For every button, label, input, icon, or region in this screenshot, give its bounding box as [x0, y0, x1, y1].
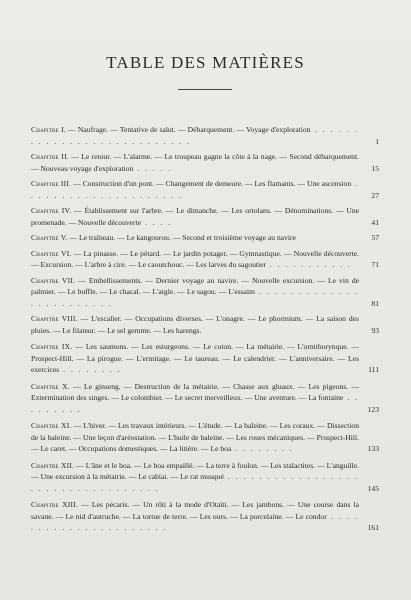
toc-entry: [31, 151, 379, 174]
chapter-label: Chapitre III.: [31, 179, 72, 188]
page-number: 41: [371, 217, 379, 227]
chapter-summary: — L'hiver. — Les travaux intérieurs. — L'étude. — La baleine. — Les coraux. — Dissection de la baleine. — Une leçon d'aréostation. — L'huile de baleine. — Les roues mécaniques. — Prospect-Hill. — Le caret. — Occupations domestiques. — La litière. — Le boa: [31, 421, 359, 453]
toc-entry: [31, 381, 379, 416]
toc-entry: [31, 275, 379, 310]
chapter-summary: — Les pécaris. — Un rôti à la mode d'Otaïti. — Les jambons. — Une course dans la savane. — Le nid d'autruche. — La tortue de terre. — Les ours. — La porcelaine. — Le condor: [31, 500, 359, 521]
leader-dots: . . . . . . . . . . .: [266, 260, 352, 269]
page-number: 161: [367, 523, 379, 532]
toc-entry: [31, 248, 379, 271]
chapter-label: Chapitre IX.: [31, 342, 73, 351]
leader-dots: . . . . . . . . . . . . . . . . . . . . . . . . . . . . . . . . . .: [31, 472, 360, 493]
chapter-label: Chapitre VI.: [31, 248, 72, 258]
page-number: 15: [371, 163, 379, 173]
page-title: TABLE DES MATIÈRES: [106, 53, 305, 72]
title-rule: [178, 89, 232, 90]
chapter-summary: — Naufrage. — Tentative de salut. — Débarquement. — Voyage d'exploration: [65, 125, 311, 134]
page-number: 123: [367, 404, 379, 414]
chapter-summary: — Les saumons. — Les esturgeons. — Le coton. — La métairie. — L'ornithorynque. — Prospect-Hill. — La pirogue. — L'ermitage. — Le taureau. — Le calendrier. — L'anniversaire. — Les exercices: [31, 342, 359, 374]
chapter-label: Chapitre II.: [31, 152, 69, 161]
chapter-summary: — Établissement sur l'arbre. — Le dimanche. — Les ortolans. — Dénominations. — Une promenade. — Nouvelle découverte: [31, 206, 360, 227]
leader-dots: . . . . . . . . . . . . . . . . . . . . . .: [31, 511, 359, 532]
page-number: 57: [371, 233, 379, 242]
chapter-label: Chapitre V.: [31, 233, 68, 242]
toc-entry: [31, 205, 379, 228]
page-number: 27: [371, 190, 379, 200]
chapter-summary: — Le retour. — L'alarme. — Le troupeau gagne la côte à la nage. — Second débarquement. — Nouveau voyage d'exploration: [31, 152, 359, 173]
toc-entry: [31, 460, 379, 495]
leader-dots: . . . . . . . . . . . . . . . . . . . . . . . .: [31, 287, 360, 308]
chapter-label: Chapitre XI.: [31, 421, 72, 430]
leader-dots: . . . . . . . .: [59, 365, 122, 374]
chapter-summary: — Le ginseng. — Destruction de la métairie. — Chasse aux gluaux. — Les pigeons. — Extermination des singes. — Le colombier. — Le secret merveilleux. — Une aventure. — La fontaine: [31, 381, 359, 402]
chapter-label: Chapitre IV.: [31, 206, 72, 215]
page-number: 145: [367, 483, 379, 493]
chapter-summary: — L'escalier. — Occupations diverses. — L'onagre. — Le phormium. — La saison des pluies. — Le filateur. — Le sel gemme. — Les harengs.: [31, 314, 359, 335]
chapter-label: Chapitre I.: [31, 125, 66, 134]
toc-list: [31, 124, 379, 534]
toc-entry: [31, 178, 379, 201]
page-number: 93: [371, 325, 379, 335]
toc-entry: [31, 232, 379, 244]
leader-dots: . . . . . . . . . . . . . . . . . . . . .: [31, 179, 359, 200]
leader-dots: . . . . . . . .: [231, 444, 294, 453]
toc-entry: [31, 499, 379, 534]
chapter-summary: — Embellissements. — Dernier voyage au navire. — Nouvelle excursion. — Le vin de palmier. — Le buffle. — Le chacal. — L'aigle. — Le sagou. — L'essaim: [31, 275, 359, 296]
toc-entry: [31, 313, 379, 336]
leader-dots: . . . . . . . . .: [31, 393, 359, 414]
leader-dots: . . . . .: [133, 163, 173, 173]
toc-entry: [31, 124, 379, 147]
leader-dots: . . . .: [141, 217, 173, 227]
toc-entry: [31, 420, 379, 455]
chapter-label: Chapitre X.: [31, 381, 70, 391]
chapter-summary: — L'âne et le boa. — Le boa empaillé. — La terre à foulon. — Les stalactites. — L'anguille. — Une excursion à la métairie. — Le cabiai. — Le rat musqué: [31, 460, 359, 481]
chapter-label: Chapitre VIII.: [31, 314, 78, 323]
chapter-summary: — Construction d'un pont. — Changement de demeure. — Les flamants. — Une ascension: [71, 179, 352, 188]
page-number: 1: [375, 136, 379, 146]
toc-entry: [31, 341, 379, 376]
page-number: 133: [367, 444, 379, 453]
chapter-summary: — La pinasse. — Le pétard. — Le jardin potager. — Gymnastique. — Nouvelle découverte. — Excursion. — L'arbre à cire. — Le caoutchouc. — Les larves du sagoutier: [31, 248, 359, 269]
chapter-summary: — Le traîneau. — Le kangourou. — Second et troisième voyage au navire: [67, 233, 296, 242]
leader-dots: . . . . . . . . . . . . . . . . . . . . . . . . . . .: [31, 125, 360, 146]
page-number: 81: [371, 298, 379, 308]
chapter-label: Chapitre XII.: [31, 460, 75, 470]
page-number: 71: [371, 260, 379, 269]
page-number: 111: [368, 365, 379, 374]
chapter-label: Chapitre VII.: [31, 275, 76, 285]
chapter-label: Chapitre XIII.: [31, 500, 79, 509]
